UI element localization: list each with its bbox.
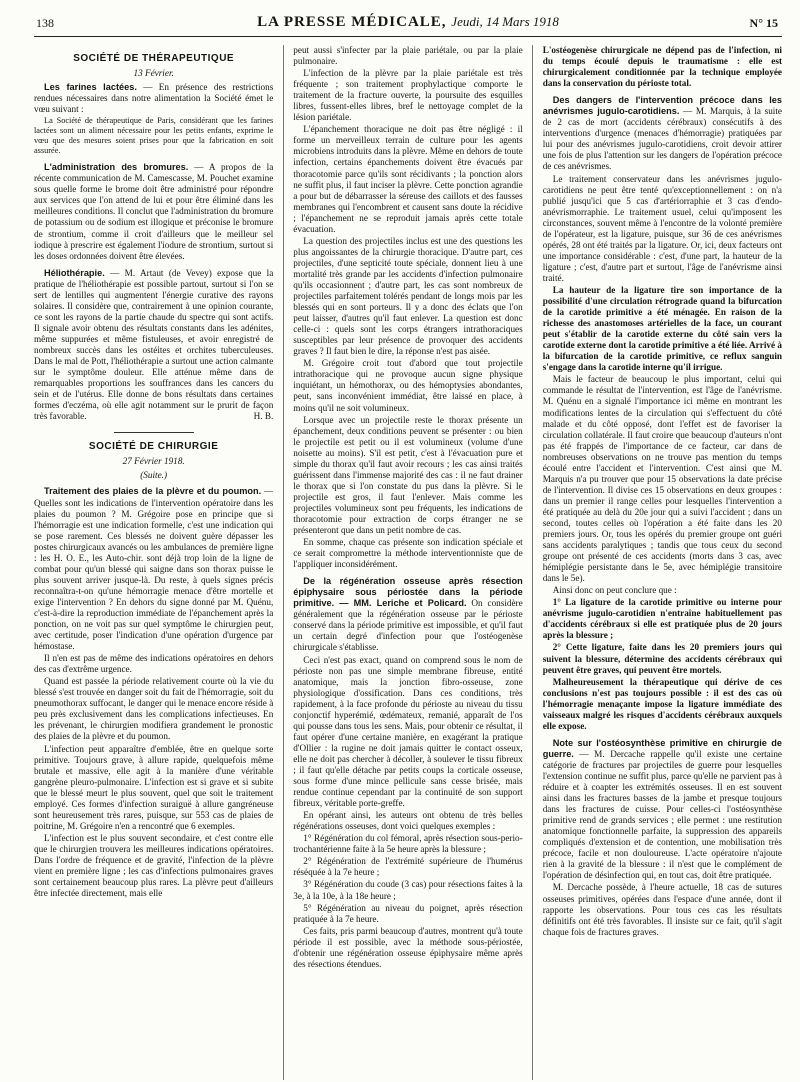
- page-header: [34, 14, 782, 37]
- paragraph-lead: Traitement des plaies de la plèvre et du poumon.: [44, 486, 262, 497]
- paragraph: La question des projectiles inclus est une des questions les plus angoissantes de la chirurgie thoracique. D'autre part, ces projectiles, d'une septicité toute spéciale, donnent lieu à une mortalité très grande par les accidents d'infection pulmonaire qu'ils occasionnent ; d'autre part, les cas sont nombreux de projectiles parfaitement tolérés pendant de longs mois par les blessés qui en sont porteurs. Il y a donc des éclats que l'on peut laisser, d'autres qu'il faut enlever. La question est donc celle-ci : quels sont les corps étrangers intrathoraciques susceptibles par leur présence de provoquer des accidents graves ? Il faut bien le dire, la réponse n'est pas aisée.: [293, 235, 523, 357]
- paragraph: [543, 95, 782, 172]
- section-subtitle: (Suite.): [140, 470, 168, 481]
- paragraph: M. Grégoire croit tout d'abord que tout projectile intrathoracique qui ne provoque aucun signe physique inquiétant, un hémothorax, ou des hémoptysies abondantes, peut, sans inconvénient immédiat, être laissé en place, à moins qu'il ne soit volumineux.: [293, 358, 523, 413]
- paragraph: L'infection de la plèvre par la plaie pariétale est très fréquente ; son traitement prophylactique comporte le traitement de la fracture ouverte, la poursuite des esquilles libres, fussent-elles libres, bref le nettoyage complet de la lésion pariétale.: [293, 68, 523, 123]
- paragraph: En somme, chaque cas présente son indication spéciale et ce serait compromettre la méthode interventionniste que de l'appliquer inconsidérément.: [293, 537, 523, 570]
- paragraph: La hauteur de la ligature tire son importance de la possibilité d'une circulation rétrograde quand la bifurcation de la carotide primitive a été ménagée. En raison de la richesse des anastomoses artérielles de la face, un courant peut s'établir de la carotide externe du côté sain vers la carotide externe dont la carotide primitive a été liée. Arrivé à la bifurcation de la carotide primitive, ce reflux sanguin s'engage dans la carotide interne qu'il irrigue.: [542, 284, 782, 373]
- paragraph: En opérant ainsi, les auteurs ont obtenu de très belles régénérations osseuses, dont voici quelques exemples :: [293, 810, 523, 832]
- masthead: [34, 14, 782, 31]
- paragraph: [34, 162, 273, 261]
- author-signature: H. B.: [253, 411, 274, 422]
- issue-number: N° 15: [749, 16, 778, 30]
- column-2: [283, 45, 532, 1080]
- journal-title: LA PRESSE MÉDICALE,: [257, 14, 447, 30]
- paragraph: Ceci n'est pas exact, quand on comprend sous le nom de périoste non pas une simple membrane fibreuse, entité anatomique, mais la jonction fibro-osseuse, zone physiologique d'ossification. Dans ces conditions, très rapidement, à la face profonde du périoste au niveau du tissu conjonctif hyperémié, œdémateux, remanié, apparaît de l'os qui pousse dans tous les sens. Mais, pour obtenir ce résultat, il faut opérer d'une certaine manière, en exagérant la pratique d'Ollier : la rugine ne doit jamais quitter le contact osseux, elle ne doit pas chercher à décoller, à soulever le tissu fibreux ; il faut qu'elle détache par petits coups la corticale osseuse, sous forme d'une mince pellicule sans cesse brisée, mais rendue continue cependant par la continuité de son support fibreux, véritable porte-greffe.: [293, 654, 523, 809]
- paragraph-lead: Les farines lactées.: [44, 82, 137, 93]
- paragraph: L'infection est le plus souvent secondaire, et c'est contre elle que le chirurgien trouvera les meilleures indications opératoires. Dans l'ordre de fréquence et de gravité, l'infection de la plèvre vient en première ligne ; les cas d'infections pulmonaires graves sont certainement beaucoup plus rares. La plèvre peut d'ailleurs être infectée directement, mais elle: [34, 832, 274, 899]
- paragraph-lead: L'administration des bromures.: [44, 162, 189, 173]
- list-item: 2° Régénération de l'extrémité supérieure de l'humérus réséquée à la 7e heure ;: [293, 856, 523, 878]
- paragraph-text: On considère généralement que la régénération osseuse par le périoste conservé dans la période primitive est impossible, et qu'il faut un certain degré d'infection pour que l'ostéogenèse chirurgicale s'établisse.: [293, 598, 523, 653]
- paragraph: [34, 486, 273, 652]
- section-title-therapeutique: SOCIÉTÉ DE THÉRAPEUTIQUE: [73, 53, 235, 64]
- paragraph-text: — A propos de la récente communication de M. Camescasse, M. Pouchet examine sous quelle forme le brome doit être administré pour répondre aux services que l'on attend de lui et pour être éliminé dans les meilleures conditions. Il conclut que l'administration du bromure de potassium ou de sodium est illogique et préconise le bromure de strontium, comme il croit d'ailleurs que le meilleur sel iodique à prescrire est également l'iodure de strontium, surtout si les doses ordonnées doivent être élevées.: [34, 162, 274, 261]
- paragraph-lead: Des dangers de l'intervention précoce dans les anévrismes jugulo-carotidiens.: [542, 95, 782, 117]
- paragraph: Lorsque avec un projectile reste le thorax présente un épanchement, deux conditions peuvent se présenter : ou bien le projectile est petit ou il est volumineux (volume d'une noisette au moins). S'il est petit, c'est à l'évacuation pure et simple du thorax qu'il faut avoir recours ; les cas ainsi traités guérissent dans l'immense majorité des cas : il ne faut drainer le thorax que si l'on constate du pus dans la plèvre. Si le projectile est gros, il faut l'enlever. Mais comme les projectiles volumineux sont peu fréquents, les indications de thoracotomie pour extraction de corps étranger ne se présenteront que dans un petit nombre de cas.: [293, 414, 523, 536]
- conclusion-item: 2° Cette ligature, faite dans les 20 premiers jours qui suivent la blessure, détermine des accidents cérébraux qui peuvent être graves, qui peuvent être mortels.: [542, 642, 782, 675]
- paragraph: Mais le facteur de beaucoup le plus important, celui qui commande le résultat de l'intervention, est l'âge de l'anévrisme. M. Quénu en a signalé l'importance ici même en montrant les modifications lentes de la circulation qui s'effectuent du côté malade et du côté opposé, dont l'effet est de favoriser la circulation collatérale. Il faut croire que beaucoup d'auteurs n'ont pas été frappés de l'importance de ce facteur, car dans de nombreuses observations on ne trouve pas mention du temps écoulé entre l'accident et l'intervention. C'est ainsi que M. Marquis n'a pu trouver que pour 15 observations la date précise de l'intervention. Il divise ces 15 observations en deux groupes : dans un premier il range celles pour lesquelles l'intervention a été pratiquée au delà du 20e jour qui a suivi l'accident ; dans un second, toutes celles où l'opération a été faite dans les 20 premiers jours. Or, tous les opérés du premier groupe ont guéri sans accidents paralytiques ; tandis que tous ceux du second groupe ont présenté de ces accidents (morts dans 3 cas, avec hémiplégie persistante dans le 5e, avec hémiplégie transitoire dans le 5e).: [542, 374, 782, 584]
- paragraph-text: — Quelles sont les indications de l'intervention opératoire dans les plaies du poumon ? M. Grégoire pose en principe que si l'hémorragie est une indication formelle, c'est une indication qui se pose rarement. Ces blessés ne doivent guère dépasser les postes chirurgicaux avancés ou les ambulances de première ligne : les H. O. E., les Auto-chir. sont déjà trop loin de la ligne de combat pour qu'un blessé qui saigne dans son thorax puisse le plus souvent arriver jusque-là. Du reste, à quels signes précis reconnaîtra-t-on qu'une hémorragie menace d'être mortelle et exige l'intervention ? En dehors du signe donné par M. Quénu, c'est-à-dire la reproduction immédiate de l'épanchement après la ponction, on ne voit pas sur quel symptôme le chirurgien peut, avec certitude, poser l'indication d'une opération d'urgence par hémostase.: [34, 486, 274, 652]
- section-title-chirurgie: SOCIÉTÉ DE CHIRURGIE: [88, 441, 219, 453]
- paragraph-lead: Héliothérapie.: [44, 267, 105, 278]
- paragraph: [543, 738, 782, 882]
- column-3: [543, 45, 782, 1080]
- paragraph: Ces faits, pris parmi beaucoup d'autres, montrent qu'à toute période il est possible, avec la méthode sous-périostée, d'obtenir une régénération osseuse épiphysaire même après des résections étendues.: [293, 925, 523, 969]
- separator: [114, 432, 194, 433]
- paragraph: M. Dercache possède, à l'heure actuelle, 18 cas de sutures osseuses primitives, opérées dans l'espace d'une année, dont il rapporte les observations. Pour tous ces cas les résultats définitifs ont été très favorables. Il insiste sur ce fait, qu'il s'agit chaque fois de fractures graves.: [542, 882, 782, 937]
- paragraph: [34, 268, 273, 423]
- page-number: 138: [36, 16, 54, 30]
- list-item: 1° Régénération du col fémoral, après résection sous-perio-trochantérienne faite à la 5e heure après la blessure ;: [293, 833, 523, 855]
- paragraph-text: — M. Artaut (de Vevey) expose que la pratique de l'héliothérapie est possible partout, surtout si l'on se sert de lentilles qui augmentent l'énergie curative des rayons solaires. Il considère que, contrairement à une opinion courante, ce sont les rayons de la partie chaude du spectre qui sont actifs. Il signale avoir obtenu des résultats constants dans les adénites, même suppurées et même fistuleuses, et avoir enregistré de nombreux succès dans les ostéites et orchites tuberculeuses. Dans le mal de Pott, l'héliothérapie a surtout une action calmante sur le symptôme douleur. Elle atténue même dans de remarquables proportions les souffrances dans les cancers du sein et de l'utérus. Elle donne de bons résultats dans certaines formes d'eczéma, où elle agit notamment sur le prurit de façon très favorable.: [34, 267, 274, 422]
- paragraph: [34, 82, 273, 115]
- paragraph: L'épanchement thoracique ne doit pas être négligé : il forme un merveilleux terrain de culture pour les agents microbiens introduits dans la plèvre. Même en dehors de toute infection, certains épanchements doivent être évacués par thoracotomie parce qu'ils sont récidivants ; la ponction alors ne suffit plus, il faut inciser la plèvre. Cette ponction agrandie a pour but de débarrasser la séreuse des caillots et des fausses membranes qui l'encombrent et causent sans doute la récidive ; l'épanchement ne se reproduit jamais après cette totale évacuation.: [293, 124, 523, 234]
- paragraph: peut aussi s'infecter par la plaie pariétale, ou par la plaie pulmonaire.: [293, 45, 523, 67]
- paragraph-text: — M. Dercache rappelle qu'il existe une certaine catégorie de fractures par projectiles de guerre pour lesquelles l'extension continue ne suffit plus, parce qu'elle ne parvient pas à réduire et à coapter les extrémités osseuses. Il en est souvent ainsi dans les fractures basses de la jambe et presque toujours dans les fractures de cuisse. Pour celles-ci l'ostéosynthèse primitive rend de grands services ; elle permet : une restitution anatomique fonctionnelle parfaite, la suppression des appareils compliqués d'extension et de contention, une mobilisation très précoce, facile et non douloureuse. L'acte opératoire n'ajoute rien à la gravité de la blessure : il n'est que le complément de l'opération de désinfection qui, en tout cas, doit être pratiquée.: [542, 748, 782, 881]
- conclusion-item: 1° La ligature de la carotide primitive ou interne pour anévrisme jugulo-carotidien n'entraîne habituellement pas d'accidents cérébraux si elle est pratiquée plus de 20 jours après la blessure ;: [542, 597, 782, 641]
- paragraph-lead: Note sur l'ostéosynthèse primitive en chirurgie de guerre.: [542, 737, 782, 759]
- paragraph: Le traitement conservateur dans les anévrismes jugulo-carotidiens ne peut être tenté qu'exceptionnellement : on n'a publié jusqu'ici que 5 cas d'artériorraphie et 3 cas d'endo-anévrismorraphie. Le traitement usuel, celui qu'imposent les circonstances, souvent même à l'encontre de la volonté première de l'opérateur, est la ligature, puisque, sur 36 de ces anévrismes opérés, 28 ont été traités par la ligature. Or, ici, deux facteurs ont une importance considérable : c'est, d'une part, la hauteur de la ligature ; c'est, d'autre part et surtout, l'âge de l'anévrisme ainsi traité.: [542, 173, 782, 283]
- list-item: 5° Régénération au niveau du poignet, après résection pratiquée à la 7e heure.: [293, 902, 523, 924]
- section-date: 27 Février 1918.: [122, 456, 185, 467]
- paragraph-authors: — MM. Leriche et Policard.: [334, 598, 467, 609]
- paragraph: Quand est passée la période relativement courte où la vie du blessé s'est trouvée en danger soit du fait de l'hémorragie, soit du pneumothorax suffocant, le danger qui le menace encore réside à peu près exclusivement dans les complications infectieuses. En les prévenant, le chirurgien modifiera grandement le pronostic des plaies de la plèvre et du poumon.: [34, 676, 274, 742]
- column-1: [34, 45, 273, 1080]
- resolution-text: La Société de thérapeutique de Paris, considérant que les farines lactées sont un aliment nécessaire pour les petits enfants, exprime le vœu que des mesures soient prises pour que la fabrication en soit assurée.: [34, 116, 274, 156]
- paragraph: L'infection peut apparaître d'emblée, être en quelque sorte primitive. Toujours grave, à allure rapide, quelquefois même brutale et massive, elle agit à la manière d'une véritable gangrène pleuro-pulmonaire. L'infection est si grave et si subite que le blessé meurt le plus souvent, quel que soit le traitement employé. Ces formes d'infection suraiguë à allure gangréneuse sont heureusement très rares, puisque, sur 553 cas de plaies de poitrine, M. Grégoire n'en a rencontré que 6 exemples.: [34, 743, 274, 831]
- paragraph: [293, 576, 522, 653]
- paragraph-text: — M. Marquis, à la suite de 2 cas de mort (accidents cérébraux) consécutifs à des interventions d'urgence (menaces d'hémorragie) pratiquées par lui pour des anévrismes jugulo-carotidiens, croit devoir attirer une fois de plus l'attention sur les dangers de l'opération précoce de ces anévrismes.: [542, 106, 782, 172]
- list-item: 3° Régénération du coude (3 cas) pour résections faites à la 3e, à la 10e, à la 18e heure ;: [293, 879, 523, 901]
- section-date: 13 Février.: [133, 68, 174, 79]
- paragraph: Il n'en est pas de même des indications opératoires en dehors des cas d'extrême urgence.: [34, 653, 274, 675]
- paragraph: L'ostéogenèse chirurgicale ne dépend pas de l'infection, ni du temps écoulé depuis le traumatisme : elle est chirurgicalement conditionnée par la technique employée dans la conservation du périoste total.: [542, 45, 782, 89]
- paragraph: Ainsi donc on peut conclure que :: [552, 585, 677, 596]
- paragraph: Malheureusement la thérapeutique qui dérive de ces conclusions n'est pas toujours possible : il est des cas où l'hémorragie menaçante impose la ligature immédiate des vaisseaux malgré les risques d'accidents cérébraux auxquels elle expose.: [542, 676, 782, 731]
- paragraph-text: — En présence des restrictions rendues nécessaires dans notre alimentation la Société émet le vœu suivant :: [34, 82, 274, 115]
- article-columns: [34, 45, 782, 1080]
- issue-date: Jeudi, 14 Mars 1918: [451, 14, 559, 29]
- paragraph-lead: De la régénération osseuse après résection épiphysaire sous périostée dans la période primitive.: [293, 576, 523, 609]
